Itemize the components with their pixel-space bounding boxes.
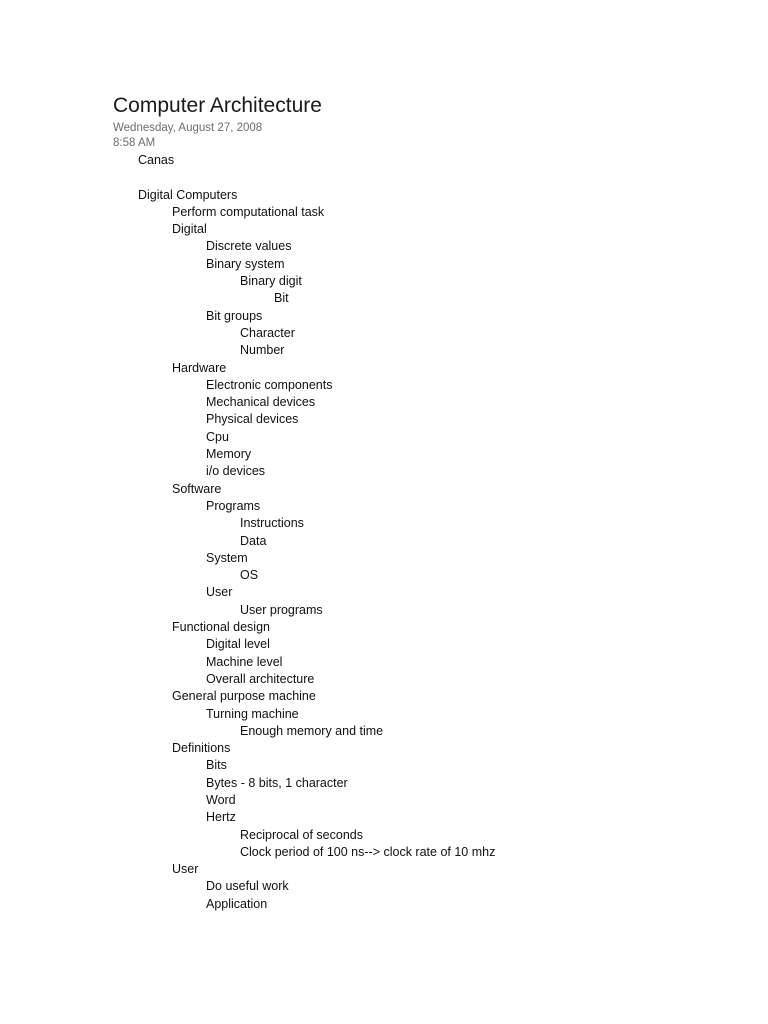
outline-item: Instructions (240, 516, 304, 531)
outline-item: OS (240, 568, 259, 583)
outline-item: Binary digit (240, 274, 302, 289)
outline-list (0, 152, 768, 913)
outline-blank-line (0, 169, 768, 186)
outline-item: Reciprocal of seconds (240, 827, 363, 842)
outline-item: User (206, 585, 233, 600)
outline-item: Overall architecture (206, 671, 315, 686)
outline-item: Canas (138, 153, 175, 167)
outline-item: Binary system (206, 256, 285, 271)
outline-item: Physical devices (206, 412, 299, 427)
note-date: Wednesday, August 27, 2008 (113, 122, 263, 134)
outline-item: Enough memory and time (240, 723, 384, 738)
outline-item: Bit (274, 291, 289, 306)
outline-item: Discrete values (206, 239, 292, 254)
outline-item: Electronic components (206, 377, 333, 392)
outline-item: Digital level (206, 637, 270, 652)
outline-item: Turning machine (206, 706, 299, 721)
outline-item: General purpose machine (172, 689, 316, 704)
note-time: 8:58 AM (113, 137, 156, 149)
outline-item: Word (206, 792, 236, 807)
outline-item: System (206, 550, 248, 565)
outline-item: User (172, 862, 199, 877)
outline-item: Machine level (206, 654, 283, 669)
outline-item: Bit groups (206, 308, 263, 323)
outline-item: Digital Computers (138, 187, 238, 202)
outline-item: Cpu (206, 429, 229, 444)
outline-item: Digital (172, 222, 207, 237)
outline-item: Definitions (172, 741, 231, 756)
outline-item: User programs (240, 602, 323, 617)
outline-item: Character (240, 325, 295, 340)
outline-item: Hertz (206, 810, 236, 825)
outline-item: i/o devices (206, 464, 266, 479)
page-title: Computer Architecture (113, 94, 322, 117)
outline-item: Bits (206, 758, 227, 773)
outline-item: Hardware (172, 360, 227, 375)
outline-item: Application (206, 896, 268, 911)
outline-item: Mechanical devices (206, 395, 316, 410)
outline-item: Programs (206, 498, 261, 513)
outline-item: Data (240, 533, 267, 548)
outline-item: Memory (206, 447, 252, 462)
outline-item: Number (240, 343, 285, 358)
outline-item: Do useful work (206, 879, 289, 894)
outline-item: Perform computational task (172, 204, 325, 219)
outline-item: Functional design (172, 620, 270, 635)
outline-item: Bytes - 8 bits, 1 character (206, 775, 348, 790)
outline-item: Software (172, 481, 222, 496)
outline-item: Clock period of 100 ns--> clock rate of 10 mhz (240, 844, 496, 859)
